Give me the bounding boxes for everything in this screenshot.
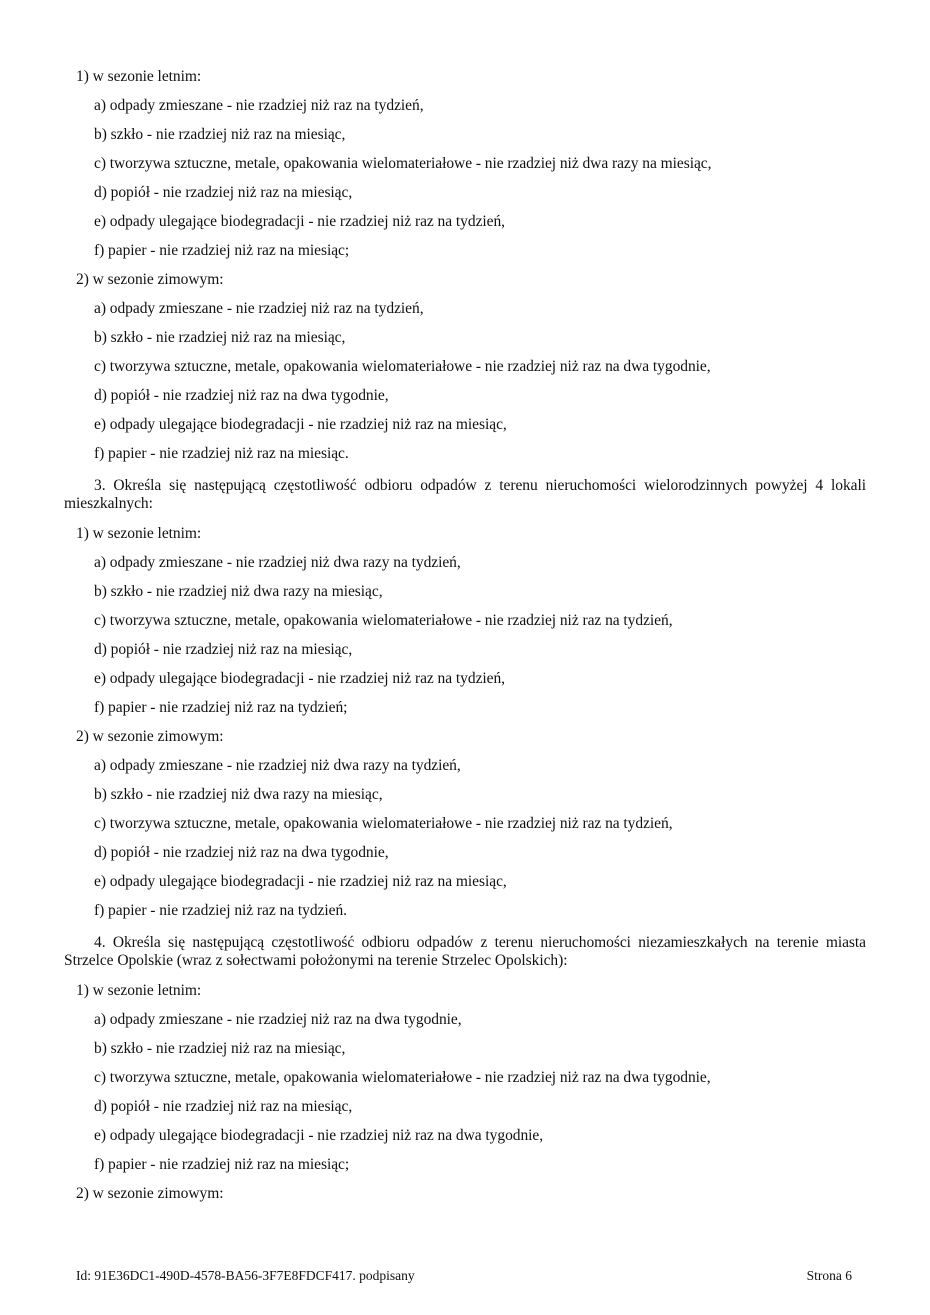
- list-item: b) szkło - nie rzadziej niż raz na miesiąc,: [94, 126, 346, 143]
- document-id: Id: 91E36DC1-490D-4578-BA56-3F7E8FDCF417. podpisany: [76, 1268, 415, 1283]
- list-item: d) popiół - nie rzadziej niż raz na miesiąc,: [94, 1098, 353, 1115]
- list-item: e) odpady ulegające biodegradacji - nie rzadziej niż raz na miesiąc,: [94, 873, 507, 890]
- list-item: f) papier - nie rzadziej niż raz na tydzień.: [94, 902, 347, 919]
- page-number: Strona 6: [806, 1268, 852, 1283]
- list-item: d) popiół - nie rzadziej niż raz na miesiąc,: [94, 641, 353, 658]
- list-item: e) odpady ulegające biodegradacji - nie rzadziej niż raz na dwa tygodnie,: [94, 1127, 544, 1144]
- list-item: e) odpady ulegające biodegradacji - nie rzadziej niż raz na tydzień,: [94, 670, 506, 687]
- list-item: a) odpady zmieszane - nie rzadziej niż dwa razy na tydzień,: [94, 554, 461, 571]
- list-item: d) popiół - nie rzadziej niż raz na dwa tygodnie,: [94, 387, 389, 404]
- list-item: a) odpady zmieszane - nie rzadziej niż raz na tydzień,: [94, 97, 424, 114]
- list-item: e) odpady ulegające biodegradacji - nie rzadziej niż raz na tydzień,: [94, 213, 506, 230]
- season-heading: 2) w sezonie zimowym:: [76, 1185, 224, 1202]
- list-item: f) papier - nie rzadziej niż raz na tydzień;: [94, 699, 348, 716]
- list-item: c) tworzywa sztuczne, metale, opakowania wielomateriałowe - nie rzadziej niż raz na dwa tygodnie,: [94, 358, 711, 375]
- list-item: e) odpady ulegające biodegradacji - nie rzadziej niż raz na miesiąc,: [94, 416, 507, 433]
- list-item: a) odpady zmieszane - nie rzadziej niż raz na tydzień,: [94, 300, 424, 317]
- list-item: c) tworzywa sztuczne, metale, opakowania wielomateriałowe - nie rzadziej niż raz na tydzień,: [94, 815, 673, 832]
- list-item: b) szkło - nie rzadziej niż dwa razy na miesiąc,: [94, 583, 383, 600]
- section-paragraph: 3. Określa się następującą częstotliwość odbioru odpadów z terenu nieruchomości wielorodzinnych powyżej 4 lokali mieszkalnych:: [64, 477, 866, 512]
- list-item: b) szkło - nie rzadziej niż raz na miesiąc,: [94, 329, 346, 346]
- list-item: f) papier - nie rzadziej niż raz na miesiąc.: [94, 445, 349, 462]
- season-heading: 1) w sezonie letnim:: [76, 982, 202, 999]
- list-item: c) tworzywa sztuczne, metale, opakowania wielomateriałowe - nie rzadziej niż dwa razy na miesiąc,: [94, 155, 712, 172]
- list-item: c) tworzywa sztuczne, metale, opakowania wielomateriałowe - nie rzadziej niż raz na dwa tygodnie,: [94, 1069, 711, 1086]
- section-paragraph: 4. Określa się następującą częstotliwość odbioru odpadów z terenu nieruchomości niezamieszkałych na terenie miasta Strzelce Opolskie (wraz z sołectwami położonymi na terenie Strzelec Opolskich):: [64, 934, 866, 969]
- list-item: d) popiół - nie rzadziej niż raz na miesiąc,: [94, 184, 353, 201]
- season-heading: 2) w sezonie zimowym:: [76, 271, 224, 288]
- list-item: f) papier - nie rzadziej niż raz na miesiąc;: [94, 242, 350, 259]
- list-item: b) szkło - nie rzadziej niż dwa razy na miesiąc,: [94, 786, 383, 803]
- list-item: c) tworzywa sztuczne, metale, opakowania wielomateriałowe - nie rzadziej niż raz na tydzień,: [94, 612, 673, 629]
- season-heading: 1) w sezonie letnim:: [76, 525, 202, 542]
- season-heading: 2) w sezonie zimowym:: [76, 728, 224, 745]
- list-item: d) popiół - nie rzadziej niż raz na dwa tygodnie,: [94, 844, 389, 861]
- season-heading: 1) w sezonie letnim:: [76, 68, 202, 85]
- list-item: a) odpady zmieszane - nie rzadziej niż dwa razy na tydzień,: [94, 757, 461, 774]
- list-item: f) papier - nie rzadziej niż raz na miesiąc;: [94, 1156, 350, 1173]
- list-item: a) odpady zmieszane - nie rzadziej niż raz na dwa tygodnie,: [94, 1011, 462, 1028]
- list-item: b) szkło - nie rzadziej niż raz na miesiąc,: [94, 1040, 346, 1057]
